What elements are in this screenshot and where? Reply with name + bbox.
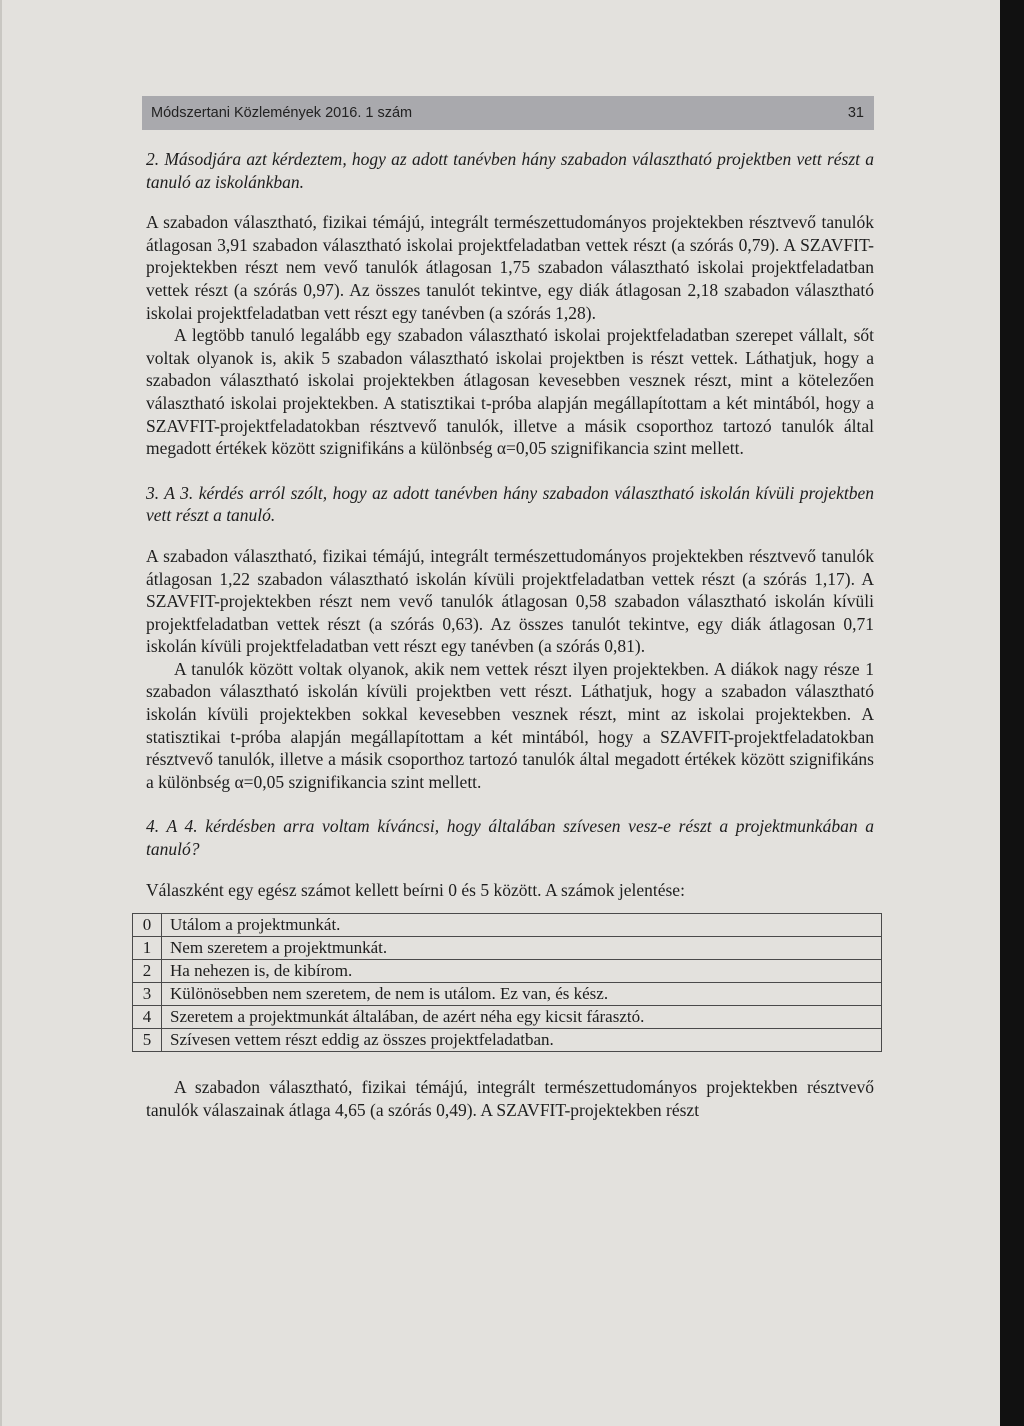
scale-number: 1 xyxy=(133,937,162,960)
table-row xyxy=(133,937,882,960)
table-row xyxy=(133,1006,882,1029)
page-number: 31 xyxy=(847,105,864,121)
answer-scale-table xyxy=(132,913,882,1052)
scale-meaning: Ha nehezen is, de kibírom. xyxy=(162,960,882,983)
scale-meaning: Szeretem a projektmunkát általában, de azért néha egy kicsit fárasztó. xyxy=(162,1006,882,1029)
section-3-paragraph-1: A szabadon választható, fizikai témájú, integrált természettudományos projektekben résztvevő tanulók átlagosan 1,22 szabadon választható iskolán kívüli projektfeladatban vettek részt (a szórás 1,17). A SZAVFIT-projektekben részt nem vevő tanulók átlagosan 0,58 szabadon választható iskolán kívüli projektfeladatban vettek részt (a szórás 0,63). Az összes tanulót tekintve, egy diák átlagosan 0,71 iskolán kívüli projektfeladatban vett részt egy tanévben (a szórás 0,81). xyxy=(146,545,874,657)
scale-meaning: Utálom a projektmunkát. xyxy=(162,914,882,937)
body-text xyxy=(142,148,874,1121)
table-row xyxy=(133,983,882,1006)
section-4-intro: Válaszként egy egész számot kellett beírni 0 és 5 között. A számok jelentése: xyxy=(146,879,685,900)
scan-edge xyxy=(1000,0,1024,1426)
section-4-paragraph-1: A szabadon választható, fizikai témájú, integrált természettudományos projektekben résztvevő tanulók válaszainak átlaga 4,65 (a szórás 0,49). A SZAVFIT-projektekben részt xyxy=(146,1077,874,1120)
section-3-paragraph-2: A tanulók között voltak olyanok, akik nem vettek részt ilyen projektekben. A diákok nagy része 1 szabadon választható iskolán kívüli projektben vett részt. Láthatjuk, hogy a szabadon választható iskolán kívüli projektekben sokkal kevesebben vesznek részt, mint az iskolai projektekben. A statisztikai t-próba alapján megállapítottam a két mintából, hogy a SZAVFIT-projektfeladatokban résztvevő tanulók, illetve a másik csoporthoz tartozó tanulók által megadott értékek között szignifikáns a különbség α=0,05 szignifikancia szint mellett. xyxy=(146,658,874,792)
scale-meaning: Különösebben nem szeretem, de nem is utálom. Ez van, és kész. xyxy=(162,983,882,1006)
scale-number: 0 xyxy=(133,914,162,937)
question-2: 2. Másodjára azt kérdeztem, hogy az adott tanévben hány szabadon választható projektben vett részt a tanuló az iskolánkban. xyxy=(146,149,874,192)
table-row xyxy=(133,914,882,937)
section-2-paragraph-2: A legtöbb tanuló legalább egy szabadon választható iskolai projektfeladatban szerepet vállalt, sőt voltak olyanok is, akik 5 szabadon választható iskolai projektben is részt vettek. Láthatjuk, hogy a szabadon választható iskolai projektekben átlagosan kevesebben vesznek részt, mint a kötelezően választható iskolai projektekben. A statisztikai t-próba alapján megállapítottam a két mintából, hogy a SZAVFIT-projektfeladatokban résztvevő tanulók, illetve a másik csoporthoz tartozó tanulók által megadott értékek között szignifikáns a különbség α=0,05 szignifikancia szint mellett. xyxy=(146,325,874,459)
scale-number: 4 xyxy=(133,1006,162,1029)
scale-number: 5 xyxy=(133,1029,162,1052)
journal-title: Módszertani Közlemények 2016. 1 szám xyxy=(151,105,413,121)
scale-number: 3 xyxy=(133,983,162,1006)
scale-number: 2 xyxy=(133,960,162,983)
running-header xyxy=(142,96,874,130)
section-2-paragraph-1: A szabadon választható, fizikai témájú, integrált természettudományos projektekben résztvevő tanulók átlagosan 3,91 szabadon választható iskolai projektfeladatban vettek részt (a szórás 0,79). A SZAVFIT-projektekben részt nem vevő tanulók átlagosan 1,75 szabadon választható iskolai projektfeladatban vettek részt (a szórás 0,97). Az összes tanulót tekintve, egy diák átlagosan 2,18 szabadon választható iskolai projektfeladatban vett részt egy tanévben (a szórás 1,28). xyxy=(146,212,874,323)
table-row xyxy=(133,960,882,983)
table-row xyxy=(133,1029,882,1052)
scale-meaning: Nem szeretem a projektmunkát. xyxy=(162,937,882,960)
question-4: 4. A 4. kérdésben arra voltam kíváncsi, hogy általában szívesen vesz-e részt a projektmunkában a tanuló? xyxy=(146,816,874,860)
question-3: 3. A 3. kérdés arról szólt, hogy az adott tanévben hány szabadon választható iskolán kívüli projektben vett részt a tanuló. xyxy=(146,482,874,526)
scale-meaning: Szívesen vettem részt eddig az összes projektfeladatban. xyxy=(162,1029,882,1052)
